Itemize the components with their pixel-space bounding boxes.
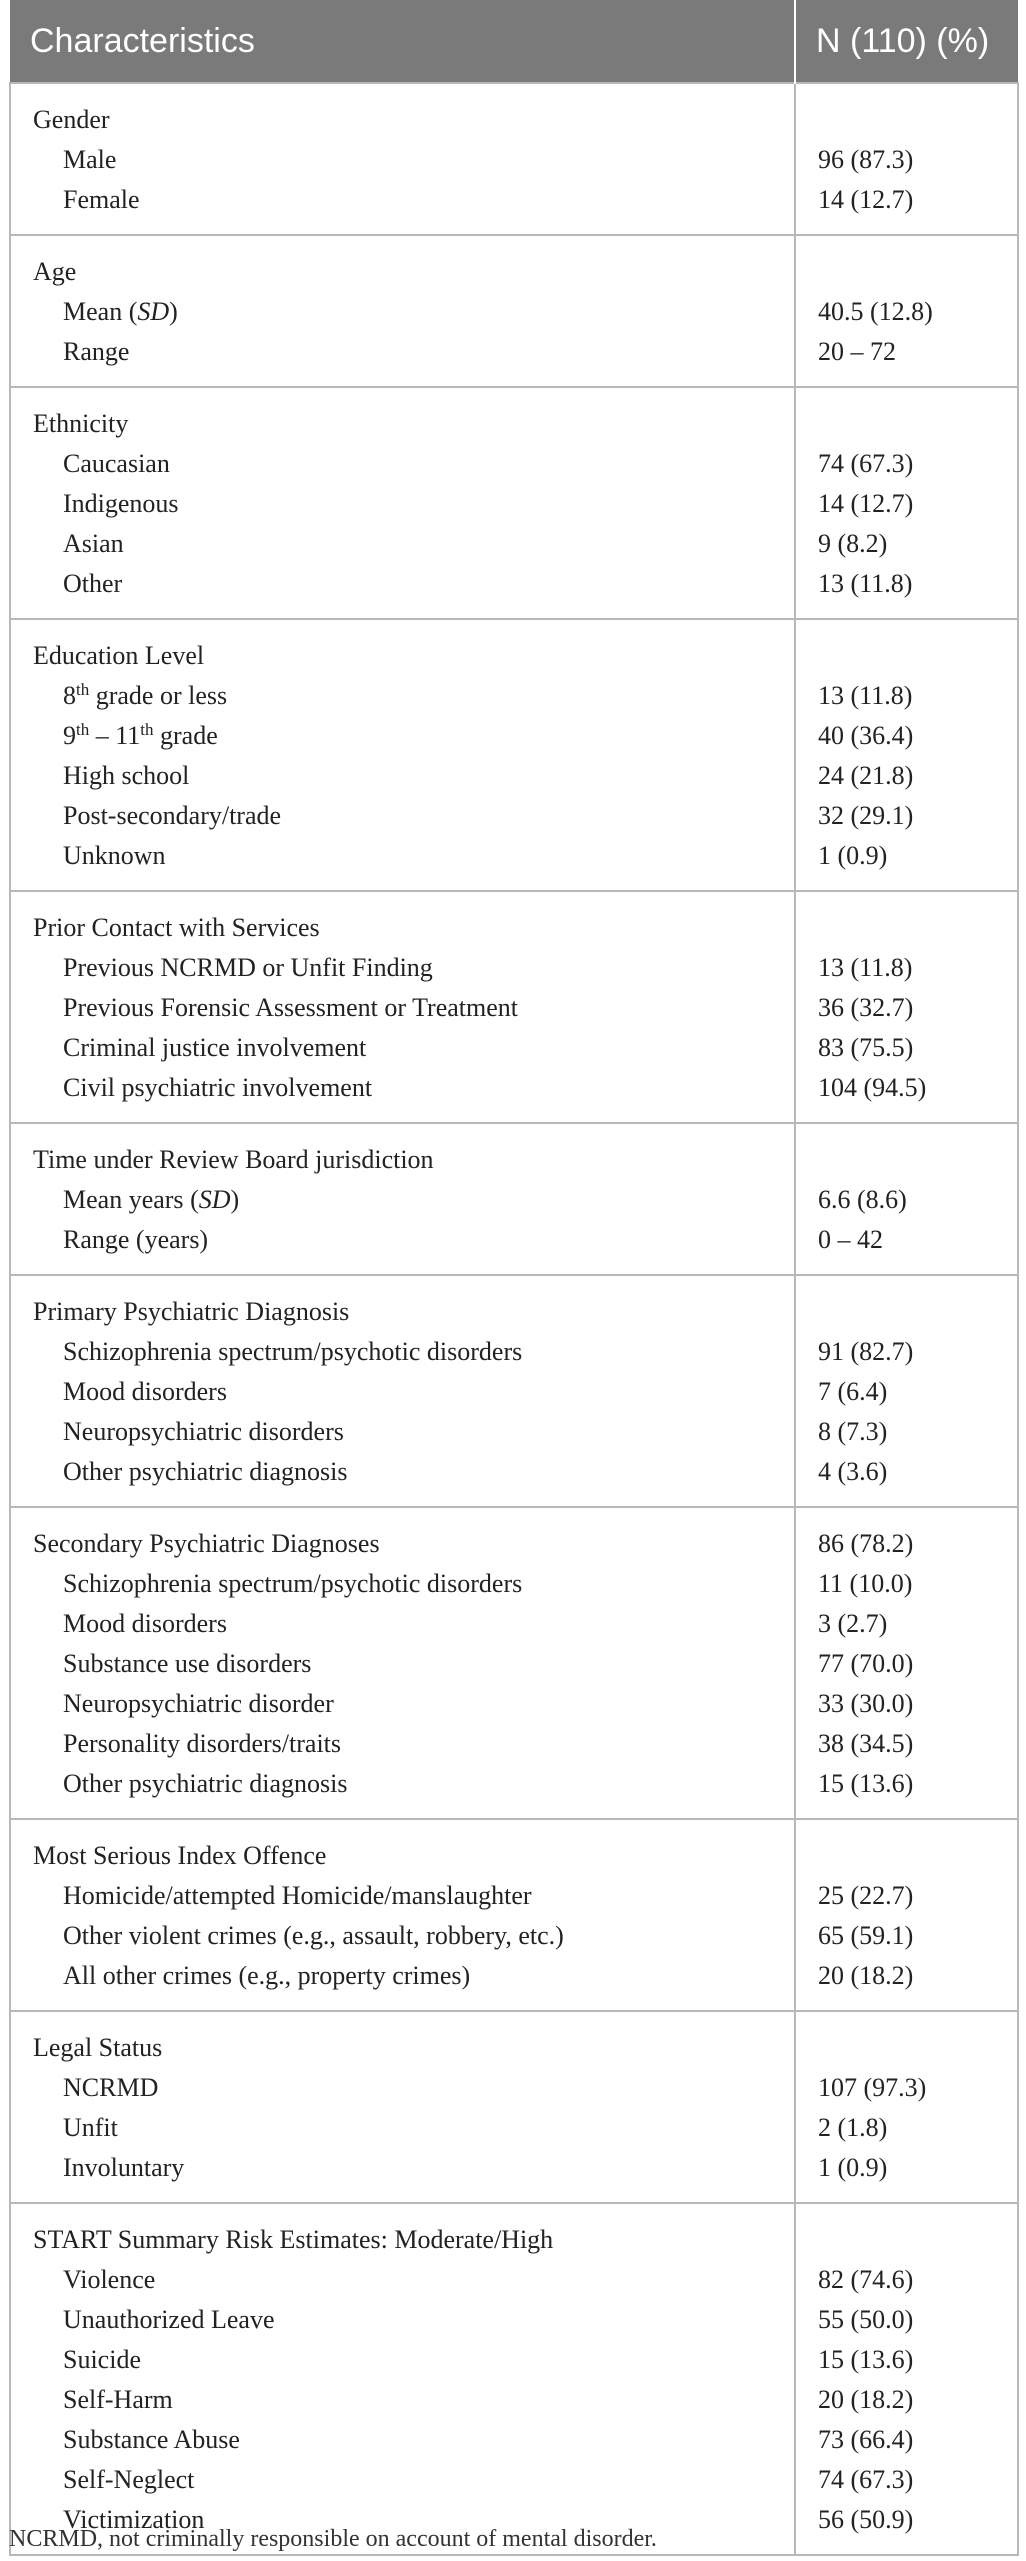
group-value-cell (795, 1275, 1018, 1507)
row-label: NCRMD (63, 2073, 159, 2102)
row-value: 73 (66.4) (818, 2425, 914, 2454)
table-group (10, 1123, 1018, 1275)
row-value: 55 (50.0) (818, 2305, 914, 2334)
row-label: 9th – 11th grade (63, 720, 218, 750)
table-group (10, 2203, 1018, 2555)
group-label-cell (10, 1819, 795, 2011)
row-value: 1 (0.9) (818, 841, 888, 870)
group-title: Ethnicity (33, 409, 129, 438)
table-group (10, 235, 1018, 387)
row-label-text: Mean years (63, 1185, 184, 1214)
group-value-cell (795, 619, 1018, 891)
row-value: 20 – 72 (818, 337, 896, 366)
row-value: 56 (50.9) (818, 2505, 914, 2534)
row-value: 14 (12.7) (818, 489, 914, 518)
group-title: Gender (33, 105, 110, 134)
group-title-value (796, 1140, 1017, 1180)
row-label: Previous Forensic Assessment or Treatment (63, 993, 518, 1022)
row-value: 74 (67.3) (818, 2465, 914, 2494)
group-value-cell (795, 2011, 1018, 2203)
row-label: Range (years) (63, 1225, 209, 1254)
table-group (10, 387, 1018, 619)
row-value: 20 (18.2) (818, 1961, 914, 1990)
group-value-cell (795, 1507, 1018, 1819)
row-label: High school (63, 761, 190, 790)
row-value: 82 (74.6) (818, 2265, 914, 2294)
row-label: Involuntary (63, 2153, 185, 2182)
row-label: Schizophrenia spectrum/psychotic disorders (63, 1569, 523, 1598)
row-value: 14 (12.7) (818, 185, 914, 214)
group-title-value (796, 908, 1017, 948)
table-row (10, 387, 1018, 619)
row-value: 91 (82.7) (818, 1337, 914, 1366)
group-title: Age (33, 257, 77, 286)
row-value: 11 (10.0) (818, 1569, 913, 1598)
group-title: Prior Contact with Services (33, 913, 320, 942)
row-label: Victimization (63, 2505, 205, 2534)
group-label-cell (10, 1507, 795, 1819)
group-label-cell (10, 891, 795, 1123)
header-row (10, 0, 1018, 83)
table-row (10, 619, 1018, 891)
row-label-italic: SD (137, 297, 170, 326)
row-value: 38 (34.5) (818, 1729, 914, 1758)
row-value: 1 (0.9) (818, 2153, 888, 2182)
table-header (10, 0, 1018, 83)
group-title-value (796, 2220, 1017, 2260)
group-label-cell (10, 619, 795, 891)
row-value: 20 (18.2) (818, 2385, 914, 2414)
table-group (10, 619, 1018, 891)
table-row (10, 1123, 1018, 1275)
row-value: 9 (8.2) (818, 529, 888, 558)
table-group (10, 1275, 1018, 1507)
group-title: Secondary Psychiatric Diagnoses (33, 1529, 380, 1558)
row-value: 15 (13.6) (818, 2345, 914, 2374)
group-title: Legal Status (33, 2033, 163, 2062)
row-label-italic: SD (198, 1185, 231, 1214)
row-label: Unauthorized Leave (63, 2305, 275, 2334)
row-value: 107 (97.3) (818, 2073, 927, 2102)
table-group (10, 891, 1018, 1123)
row-label: Neuropsychiatric disorders (63, 1417, 344, 1446)
group-title-value (796, 404, 1017, 444)
group-value-cell (795, 83, 1018, 235)
group-label-cell (10, 83, 795, 235)
group-title-value (796, 636, 1017, 676)
group-title-value (796, 2028, 1017, 2068)
row-label: Substance use disorders (63, 1649, 312, 1678)
row-label: Other (63, 569, 123, 598)
header-characteristics: Characteristics (10, 0, 795, 83)
table-row (10, 891, 1018, 1123)
row-label: Homicide/attempted Homicide/manslaughter (63, 1881, 532, 1910)
row-label: Male (63, 145, 117, 174)
row-label: Mean years (SD) (63, 1185, 240, 1214)
table-group (10, 1507, 1018, 1819)
row-label: Other psychiatric diagnosis (63, 1769, 348, 1798)
row-value: 25 (22.7) (818, 1881, 914, 1910)
row-value: 13 (11.8) (818, 953, 913, 982)
row-value: 96 (87.3) (818, 145, 914, 174)
table-row (10, 2203, 1018, 2555)
group-value-cell (795, 2203, 1018, 2555)
row-value: 65 (59.1) (818, 1921, 914, 1950)
row-value: 3 (2.7) (818, 1609, 888, 1638)
row-value: 8 (7.3) (818, 1417, 888, 1446)
group-label-cell (10, 387, 795, 619)
group-value-cell (795, 235, 1018, 387)
group-title-value: 86 (78.2) (818, 1529, 914, 1558)
row-label: Schizophrenia spectrum/psychotic disorders (63, 1337, 523, 1366)
row-label: Violence (63, 2265, 156, 2294)
characteristics-table-container (9, 0, 1017, 2556)
group-value-cell (795, 1819, 1018, 2011)
row-value: 104 (94.5) (818, 1073, 927, 1102)
table-row (10, 1819, 1018, 2011)
group-title-value (796, 1836, 1017, 1876)
row-label: Suicide (63, 2345, 141, 2374)
row-label: Criminal justice involvement (63, 1033, 367, 1062)
row-value: 40 (36.4) (818, 721, 914, 750)
group-label-cell (10, 2203, 795, 2555)
row-label: Unfit (63, 2113, 118, 2142)
row-label: Civil psychiatric involvement (63, 1073, 373, 1102)
group-title-value (796, 100, 1017, 140)
row-label: Female (63, 185, 140, 214)
row-value: 83 (75.5) (818, 1033, 914, 1062)
row-label: Mood disorders (63, 1377, 227, 1406)
row-value: 40.5 (12.8) (818, 297, 933, 326)
row-label: Mean (SD) (63, 297, 178, 326)
group-title: START Summary Risk Estimates: Moderate/High (33, 2225, 554, 2254)
table-footnote: NCRMD, not criminally responsible on account of mental disorder. (9, 2526, 657, 2552)
row-value: 6.6 (8.6) (818, 1185, 907, 1214)
row-value: 77 (70.0) (818, 1649, 914, 1678)
table-row (10, 1507, 1018, 1819)
characteristics-table (9, 0, 1019, 2556)
row-label: Other violent crimes (e.g., assault, robbery, etc.) (63, 1921, 564, 1950)
row-value: 74 (67.3) (818, 449, 914, 478)
row-label: Other psychiatric diagnosis (63, 1457, 348, 1486)
row-label: Mood disorders (63, 1609, 227, 1638)
group-title-value (796, 1292, 1017, 1332)
row-label: Asian (63, 529, 124, 558)
row-value: 2 (1.8) (818, 2113, 888, 2142)
row-label: Post-secondary/trade (63, 801, 282, 830)
table-row (10, 2011, 1018, 2203)
group-title: Education Level (33, 641, 205, 670)
row-label: Personality disorders/traits (63, 1729, 342, 1758)
group-title: Most Serious Index Offence (33, 1841, 327, 1870)
row-label: Indigenous (63, 489, 179, 518)
row-label: Previous NCRMD or Unfit Finding (63, 953, 433, 982)
group-value-cell (795, 891, 1018, 1123)
row-label: Range (63, 337, 130, 366)
group-label-cell (10, 235, 795, 387)
row-label: Neuropsychiatric disorder (63, 1689, 334, 1718)
row-label: Self-Neglect (63, 2465, 195, 2494)
row-label: Self-Harm (63, 2385, 173, 2414)
row-value: 13 (11.8) (818, 569, 913, 598)
row-label-text: Mean (63, 297, 123, 326)
row-label: Unknown (63, 841, 166, 870)
row-value: 32 (29.1) (818, 801, 914, 830)
row-value: 13 (11.8) (818, 681, 913, 710)
group-label-cell (10, 1275, 795, 1507)
group-value-cell (795, 387, 1018, 619)
row-value: 0 – 42 (818, 1225, 883, 1254)
group-value-cell (795, 1123, 1018, 1275)
row-label: 8th grade or less (63, 680, 228, 710)
table-row (10, 1275, 1018, 1507)
row-value: 24 (21.8) (818, 761, 914, 790)
table-row (10, 235, 1018, 387)
table-group (10, 83, 1018, 235)
row-value: 15 (13.6) (818, 1769, 914, 1798)
group-label-cell (10, 2011, 795, 2203)
row-value: 7 (6.4) (818, 1377, 888, 1406)
row-value: 33 (30.0) (818, 1689, 914, 1718)
row-value: 36 (32.7) (818, 993, 914, 1022)
group-title-value (796, 252, 1017, 292)
row-value: 4 (3.6) (818, 1457, 888, 1486)
table-group (10, 1819, 1018, 2011)
table-row (10, 83, 1018, 235)
group-title: Primary Psychiatric Diagnosis (33, 1297, 350, 1326)
group-label-cell (10, 1123, 795, 1275)
row-label: Substance Abuse (63, 2425, 240, 2454)
table-group (10, 2011, 1018, 2203)
group-title: Time under Review Board jurisdiction (33, 1145, 434, 1174)
row-label: Caucasian (63, 449, 170, 478)
header-n-percent: N (110) (%) (795, 0, 1018, 83)
row-label: All other crimes (e.g., property crimes) (63, 1961, 471, 1990)
